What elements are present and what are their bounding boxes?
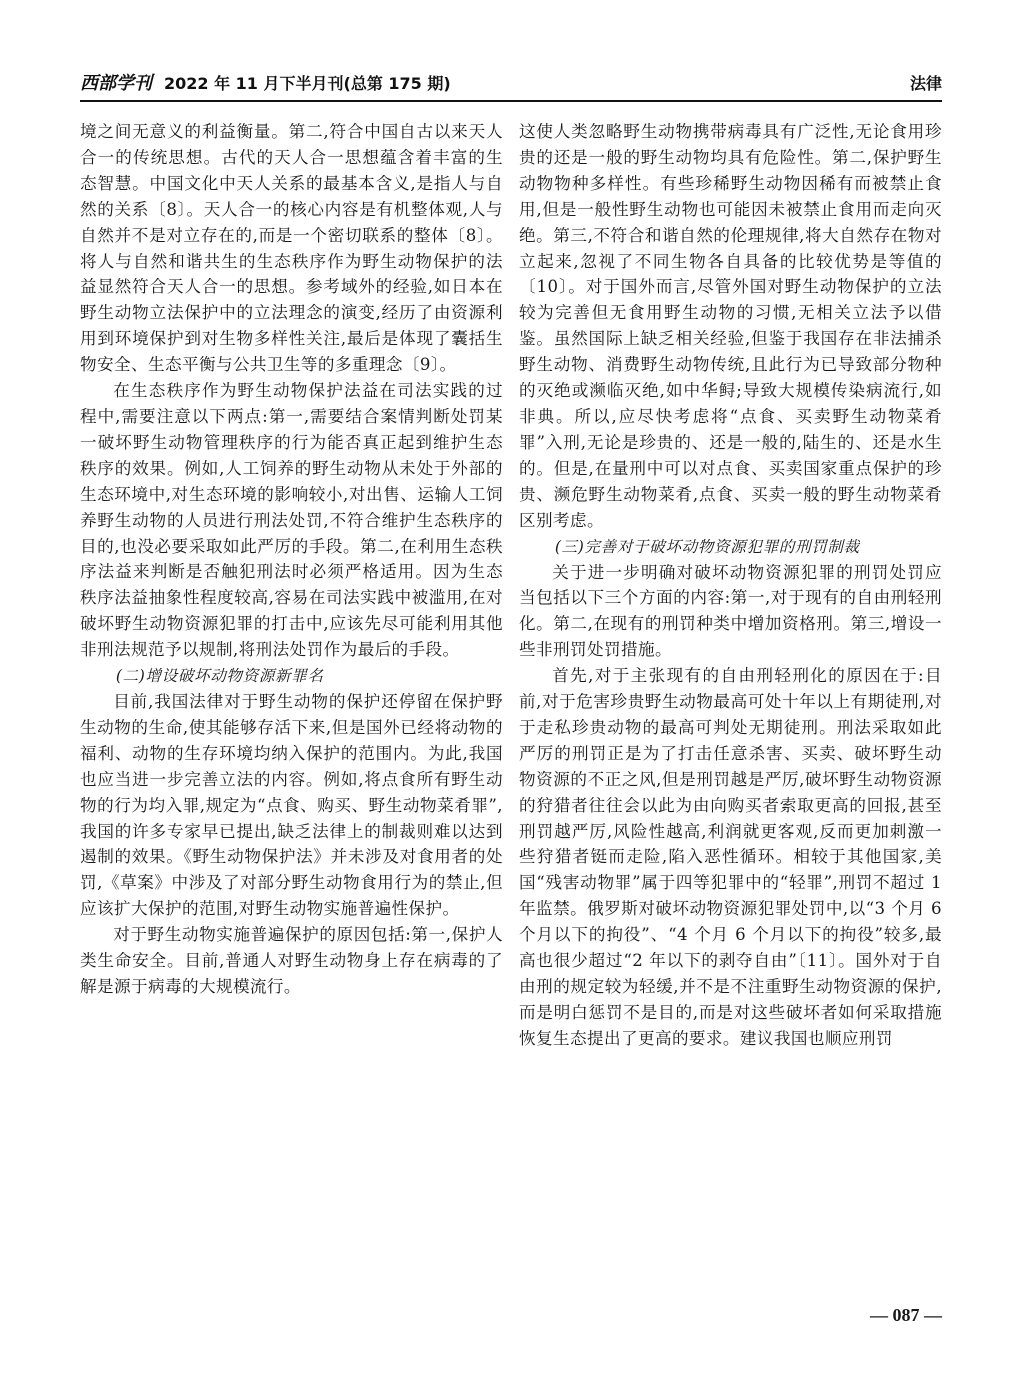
running-header <box>80 70 942 102</box>
paragraph: 首先,对于主张现有的自由刑轻刑化的原因在于:目前,对于危害珍贵野生动物最高可处十年以上有期徒刑,对于走私珍贵动物的最高可判处无期徒刑。刑法采取如此严厉的刑罚正是为了打击任意杀害、买卖、破坏野生动物资源的不正之风,但是刑罚越是严厉,破坏野生动物资源的狩猎者往往会以此为由向购买者索取更高的回报,甚至刑罚越严厉,风险性越高,利润就更客观,反而更加刺激一些狩猎者铤而走险,陷入恶性循环。相较于其他国家,美国“残害动物罪”属于四等犯罪中的“轻罪”,刑罚不超过 1 年监禁。俄罗斯对破坏动物资源犯罪处罚中,以“3 个月 6 个月以下的拘役”、“4 个月 6 个月以下的拘役”较多,最高也很少超过“2 年以下的剥夺自由”〔11〕。国外对于自由刑的规定较为轻缓,并不是不注重野生动物资源的保护,而是明白惩罚不是目的,而是对这些破坏者如何采取措施恢复生态提出了更高的要求。建议我国也顺应刑罚 <box>519 666 942 1048</box>
header-rule <box>80 100 942 102</box>
paragraph: 对于野生动物实施普遍保护的原因包括:第一,保护人类生命安全。目前,普通人对野生动物身上存在病毒的了解是源于病毒的大规模流行。 <box>80 925 503 996</box>
subsection-heading: (三)完善对于破坏动物资源犯罪的刑罚制裁 <box>554 537 860 556</box>
paragraph: 境之间无意义的利益衡量。第二,符合中国自古以来天人合一的传统思想。古代的天人合一思想蕴含着丰富的生态智慧。中国文化中天人关系的最基本含义,是指人与自然的关系〔8〕。天人合一的核心内容是有机整体观,人与自然并不是对立存在的,而是一个密切联系的整体〔8〕。将人与自然和谐共生的生态秩序作为野生动物保护的法益显然符合天人合一的思想。参考域外的经验,如日本在野生动物立法保护中的立法理念的演变,经历了由资源利用到环境保护到对生物多样性关注,最后是体现了囊括生物安全、生态平衡与公共卫生等的多重理念〔9〕。 <box>80 122 503 375</box>
left-column <box>80 119 503 1289</box>
paragraph: 目前,我国法律对于野生动物的保护还停留在保护野生动物的生命,使其能够存活下来,但是国外已经将动物的福利、动物的生存环境均纳入保护的范围内。为此,我国也应当进一步完善立法的内容。例如,将点食所有野生动物的行为均入罪,规定为“点食、购买、野生动物菜肴罪”,我国的许多专家早已提出,缺乏法律上的制裁则难以达到遏制的效果。《野生动物保护法》并未涉及对食用者的处罚,《草案》中涉及了对部分野生动物食用行为的禁止,但应该扩大保护的范围,对野生动物实施普遍性保护。 <box>80 692 503 919</box>
paragraph: 在生态秩序作为野生动物保护法益在司法实践的过程中,需要注意以下两点:第一,需要结合案情判断处罚某一破坏野生动物管理秩序的行为能否真正起到维护生态秩序的效果。例如,人工饲养的野生动物从未处于外部的生态环境中,对生态环境的影响较小,对出售、运输人工饲养野生动物的人员进行刑法处罚,不符合维护生态秩序的目的,也没必要采取如此严厉的手段。第二,在利用生态秩序法益来判断是否触犯刑法时必须严格适用。因为生态秩序法益抽象性程度较高,容易在司法实践中被滥用,在对破坏野生动物资源犯罪的打击中,应该先尽可能利用其他非刑法规范予以规制,将刑法处罚作为最后的手段。 <box>80 381 503 660</box>
section-label: 法律 <box>909 74 942 93</box>
paragraph: 这使人类忽略野生动物携带病毒具有广泛性,无论食用珍贵的还是一般的野生动物均具有危险性。第二,保护野生动物物种多样性。有些珍稀野生动物因稀有而被禁止食用,但是一般性野生动物也可能因未被禁止食用而走向灭绝。第三,不符合和谐自然的伦理规律,将大自然存在物对立起来,忽视了不同生物各自具备的比较优势是等值的〔10〕。对于国外而言,尽管外国对野生动物保护的立法较为完善但无食用野生动物的习惯,无相关立法予以借鉴。虽然国际上缺乏相关经验,但鉴于我国存在非法捕杀野生动物、消费野生动物传统,且此行为已导致部分物种的灭绝或濒临灭绝,如中华鲟;导致大规模传染病流行,如非典。所以,应尽快考虑将“点食、买卖野生动物菜肴罪”入刑,无论是珍贵的、还是一般的,陆生的、还是水生的。但是,在量刑中可以对点食、买卖国家重点保护的珍贵、濒危野生动物菜肴,点食、买卖一般的野生动物菜肴区别考虑。 <box>519 122 942 530</box>
right-column <box>519 119 942 1289</box>
issue-info: 2022 年 11 月下半月刊(总第 175 期) <box>164 74 451 93</box>
page-number: — 087 — <box>870 1305 942 1325</box>
paragraph: 关于进一步明确对破坏动物资源犯罪的刑罚处罚应当包括以下三个方面的内容:第一,对于现有的自由刑轻刑化。第二,在现有的刑罚种类中增加资格刑。第三,增设一些非刑罚处罚措施。 <box>519 562 942 660</box>
subsection-heading: (二)增设破坏动物资源新罪名 <box>115 667 324 686</box>
journal-logo: 西部学刊 <box>80 73 152 94</box>
